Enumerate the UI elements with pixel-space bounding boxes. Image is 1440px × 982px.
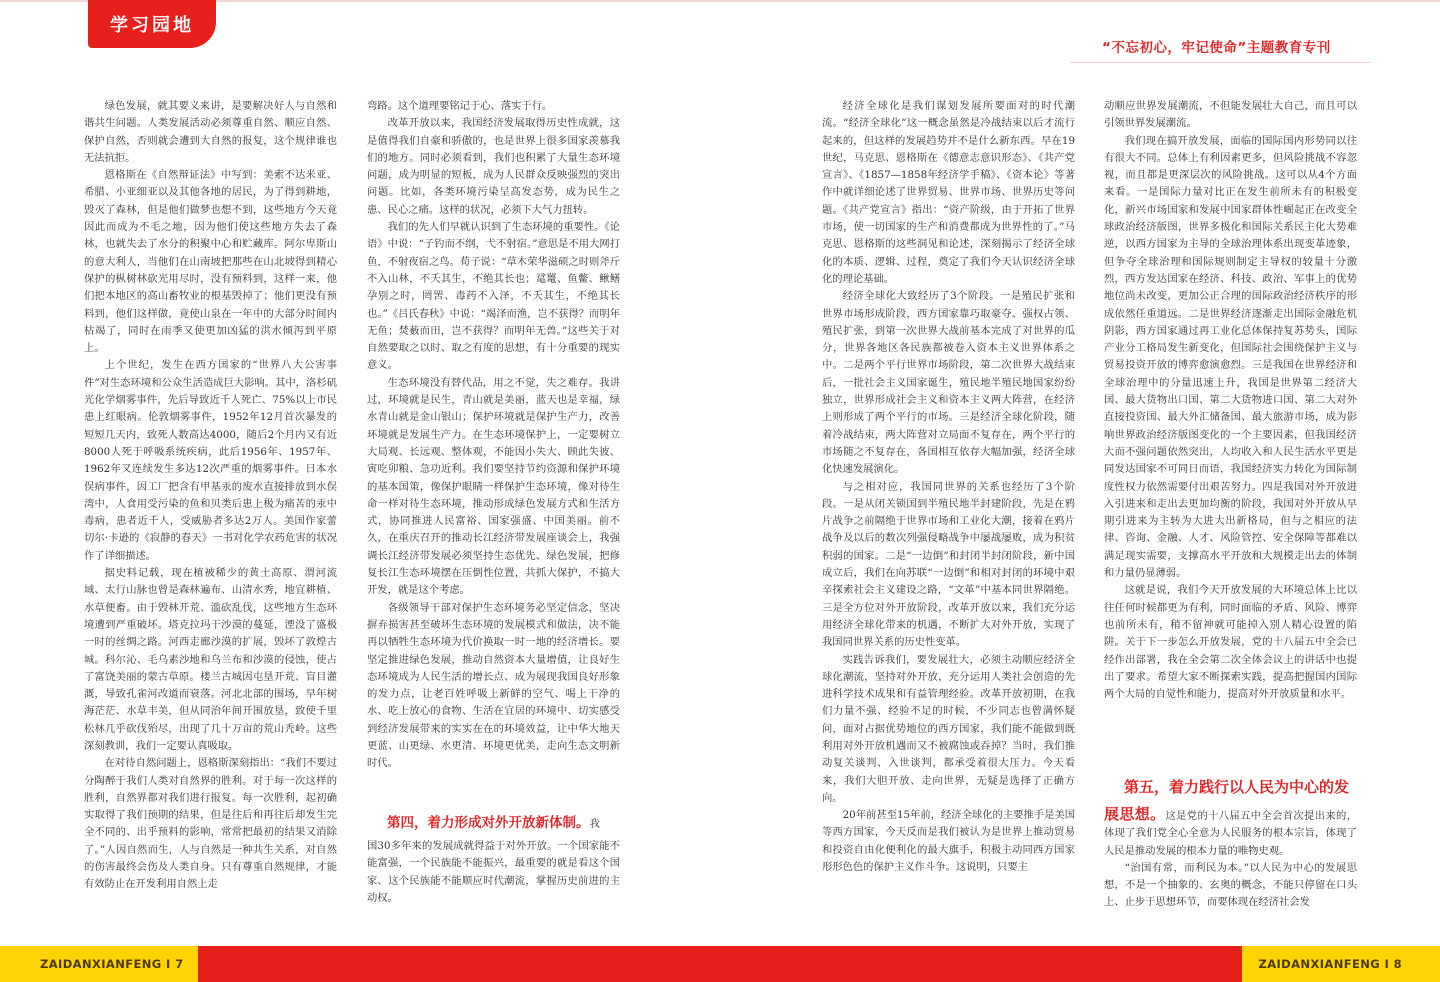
- paragraph: 动顺应世界发展潮流，不但能发展壮大自己，而且可以引领世界发展潮流。: [1104, 100, 1357, 130]
- paragraph: 20年前甚至15年前，经济全球化的主要推手是美国等西方国家，今天反而是我们被认为是世界上推动贸易和投资自由化便利化的最大旗手，积极主动同西方国家形形色色的保护主义作斗争。这说明，只要主: [822, 809, 1075, 874]
- page-number-right: ZAIDANXIANFENG I 8: [1258, 957, 1402, 971]
- page-number-left: ZAIDANXIANFENG I 7: [40, 957, 184, 971]
- paragraph: 生态环境没有替代品，用之不觉，失之难存。我讲过，环境就是民生，青山就是美丽，蓝天也是幸福，绿水青山就是金山银山；保护环境就是保护生产力，改善环境就是发展生产力。在生态环境保护上，一定要树立大局观、长远观、整体观，不能因小失大、顾此失彼、寅吃卯粮、急功近利。我们要坚持节约资源和保护环境的基本国策，像保护眼睛一样保护生态环境，像对待生命一样对待生态环境，推动形成绿色发展方式和生活方式，协同推进人民富裕、国家强盛、中国美丽。前不久，在重庆召开的推动长江经济带发展座谈会上，我强调长江经济带发展必须坚持生态优先、绿色发展，把修复长江生态环境摆在压倒性位置，共抓大保护，不搞大开发，就是这个考虑。: [367, 376, 620, 597]
- section-4-body: [367, 838, 620, 907]
- top-rule: [0, 0, 1440, 2]
- paragraph: 国30多年来的发展成就得益于对外开放。一个国家能不能富强，一个民族能不能振兴，最重要的就是看这个国家、这个民族能不能顺应时代潮流，掌握历史前进的主动权。: [367, 840, 620, 904]
- section-5-lead: 这是党的十八届五中全会首次提出来的，体现了我们党全心全意为人民服务的根本宗旨，体现了人民是推动发展的根本力量的唯物史观。: [1104, 810, 1357, 857]
- footer-red-band: [198, 946, 1242, 982]
- right-page-column-2: [1104, 98, 1357, 760]
- section-4-lead: 我: [589, 818, 600, 830]
- section-5-heading-cont: 展思想。: [1104, 805, 1166, 823]
- right-page-column-1: [822, 98, 1075, 918]
- paragraph: 上个世纪，发生在西方国家的“世界八大公害事件”对生态环境和公众生活造成巨大影响。其中，洛杉矶光化学烟雾事件，先后导致近千人死亡、75%以上市民患上红眼病。伦敦烟雾事件，1952年12月首次暴发的短短几天内，致死人数高达4000，随后2个月内又有近8000人死于呼吸系统疾病，此后1956年、1957年、1962年又连续发生多达12次严重的烟雾事件。日本水俣病事件，因工厂把含有甲基汞的废水直接排放到水俣湾中，人食用受污染的鱼和贝类后患上极为痛苦的汞中毒病，患者近千人，受威胁者多达2万人。美国作家蕾切尔·卡逊的《寂静的春天》一书对化学农药危害的状况作了详细描述。: [84, 359, 337, 562]
- paragraph: 经济全球化是我们谋划发展所要面对的时代潮流。“经济全球化”这一概念虽然是冷战结束以后才流行起来的，但这样的发展趋势并不是什么新东西。早在19世纪，马克思、恩格斯在《德意志意识形态》、《共产党宣言》、《1857—1858年经济学手稿》、《资本论》等著作中就详细论述了世界贸易、世界市场、世界历史等问题。《共产党宣言》指出：“资产阶级，由于开拓了世界市场，使一切国家的生产和消费都成为世界性的了。”马克思、恩格斯的这些洞见和论述，深刻揭示了经济全球化的本质、逻辑、过程，奠定了我们今天认识经济全球化的理论基础。: [822, 100, 1075, 285]
- section-4-heading: [387, 812, 640, 835]
- title-rule: [1070, 62, 1370, 63]
- left-page-column-1: [84, 98, 337, 910]
- paragraph: 这就是说，我们今天开放发展的大环境总体上比以往任何时候都更为有利，同时面临的矛盾、风险、博弈也前所未有，稍不留神就可能掉入别人精心设置的陷阱。关于下一步怎么开放发展，党的十八届五中全会已经作出部署，我在全会第二次全体会议上的讲话中也提出了要求。希望大家不断探索实践，提高把握国内国际两个大局的自觉性和能力，提高对外开放质量和水平。: [1104, 584, 1357, 701]
- section-4-heading-text: 第四，着力形成对外开放新体制。: [387, 815, 590, 831]
- paragraph: 各级领导干部对保护生态环境务必坚定信念，坚决摒弃损害甚至破坏生态环境的发展模式和做法，决不能再以牺牲生态环境为代价换取一时一地的经济增长。要坚定推进绿色发展，推动自然资本大量增值，让良好生态环境成为人民生活的增长点、成为展现我国良好形象的发力点，让老百姓呼吸上新鲜的空气、喝上干净的水、吃上放心的食物、生活在宜居的环境中、切实感受到经济发展带来的实实在在的环境效益，让中华大地天更蓝、山更绿、水更清、环境更优美，走向生态文明新时代。: [367, 601, 620, 770]
- section-5-body: [1104, 806, 1357, 912]
- paragraph: 恩格斯在《自然辩证法》中写到：美索不达米亚、希腊、小亚细亚以及其他各地的居民，为了得到耕地，毁灭了森林，但是他们做梦也想不到，这些地方今天竟因此而成为不毛之地，因为他们使这些地方失去了森林，也就失去了水分的积聚中心和贮藏库。阿尔卑斯山的意大利人，当他们在山南坡把那些在山北坡得到精心保护的枞树林砍光用尽时，没有预料到，这样一来，他们把本地区的高山畜牧业的根基毁掉了；他们更没有预料到，他们这样做，竟使山泉在一年中的大部分时间内枯竭了，同时在雨季又使更加凶猛的洪水倾泻到平原上。: [84, 169, 337, 355]
- section-tab-label: 学习园地: [110, 15, 194, 36]
- paragraph: 我们现在搞开放发展，面临的国际国内形势同以往有很大不同。总体上有利因素更多，但风险挑战不容忽视，而且都是更深层次的风险挑战。这可以从4个方面来看。一是国际力量对比正在发生前所未有的积极变化，新兴市场国家和发展中国家群体性崛起正在改变全球政治经济版图，世界多极化和国际关系民主化大势难逆，以西方国家为主导的全球治理体系出现变革迹象，但争夺全球治理和国际规则制定主导权的较量十分激烈，西方发达国家在经济、科技、政治、军事上的优势地位尚未改变，更加公正合理的国际政治经济秩序的形成依然任重道远。二是世界经济逐渐走出国际金融危机阴影，西方国家通过再工业化总体保持复苏势头，国际产业分工格局发生新变化，但国际社会围绕保护主义与贸易投资开放的博弈愈演愈烈。三是我国在世界经济和全球治理中的分量迅速上升，我国是世界第二经济大国、最大货物出口国、第二大货物进口国、第二大对外直接投资国、最大外汇储备国、最大旅游市场，成为影响世界政治经济版图变化的一个主要因素，但我国经济大而不强问题依然突出，人均收入和人民生活水平更是同发达国家不可同日而语，我国经济实力转化为国际制度性权力依然需要付出艰苦努力。四是我国对外开放进入引进来和走出去更加均衡的阶段，我国对外开放从早期引进来为主转为大进大出新格局，但与之相应的法律、咨询、金融、人才、风险管控、安全保障等都难以满足现实需要，支撑高水平开放和大规模走出去的体制和力量仍显薄弱。: [1104, 134, 1357, 580]
- paragraph: 在对待自然问题上，恩格斯深刻指出：“我们不要过分陶醉于我们人类对自然界的胜利。对于每一次这样的胜利，自然界都对我们进行报复。每一次胜利，起初确实取得了我们预期的结果，但是往后和再往后却发生完全不同的、出乎预料的影响，常常把最初的结果又消除了。”人因自然而生，人与自然是一种共生关系，对自然的伤害最终会伤及人类自身。只有尊重自然规律，才能有效防止在开发利用自然上走: [84, 757, 337, 891]
- paragraph: 绿色发展，就其要义来讲，是要解决好人与自然和谐共生问题。人类发展活动必须尊重自然、顺应自然、保护自然，否则就会遭到大自然的报复，这个规律谁也无法抗拒。: [84, 100, 337, 164]
- paragraph: 与之相对应，我国同世界的关系也经历了3个阶段。一是从闭关锁国到半殖民地半封建阶段，先是在鸦片战争之前隔绝于世界市场和工业化大潮，接着在鸦片战争及以后的数次列强侵略战争中屡战屡败，成为积贫积弱的国家。二是“一边倒”和封闭半封闭阶段，新中国成立后，我们在向苏联“一边倒”和相对封闭的环境中艰辛探索社会主义建设之路，“文革”中基本同世界隔绝。三是全方位对外开放阶段，改革开放以来，我们充分运用经济全球化带来的机遇，不断扩大对外开放，实现了我国同世界关系的历史性变革。: [822, 480, 1075, 649]
- paragraph: 弯路。这个道理要铭记于心、落实于行。: [367, 100, 553, 112]
- paragraph: 我们的先人们早就认识到了生态环境的重要性。《论语》中说：“子钓而不纲，弋不射宿。”意思是不用大网打鱼，不射夜宿之鸟。荀子说：“草木荣华滋硕之时则斧斤不入山林，不夭其生，不绝其长也；鼋鼍、鱼鳖、鳅鳝孕别之时，罔罟、毒药不入泽，不夭其生，不绝其长也。”《吕氏春秋》中说：“竭泽而渔，岂不获得？而明年无鱼；焚薮而田，岂不获得？而明年无兽。”这些关于对自然要取之以时、取之有度的思想，有十分重要的现实意义。: [367, 221, 620, 372]
- paragraph: 据史料记载，现在植被稀少的黄土高原、渭河流域、太行山脉也曾是森林遍布、山清水秀，地宜耕植、水草便畜。由于毁林开荒、滥砍乱伐，这些地方生态环境遭到严重破坏。塔克拉玛干沙漠的蔓延，湮没了盛极一时的丝绸之路。河西走廊沙漠的扩展，毁坏了敦煌古城。科尔沁、毛乌素沙地和乌兰布和沙漠的侵蚀，使占了富饶美丽的蒙古草原。楼兰古城因屯垦开荒、盲目灌溉，导致孔雀河改道而衰落。河北北部的围场，早年树海茫茫、水草丰美，但从同治年间开围放垦，致使千里松林几乎砍伐殆尽，出现了几十万亩的荒山秃岭。这些深刻教训，我们一定要认真吸取。: [84, 567, 337, 752]
- paragraph: 实践告诉我们，要发展壮大，必须主动顺应经济全球化潮流，坚持对外开放，充分运用人类社会创造的先进科学技术成果和有益管理经验。改革开放初期，在我们力量不强、经验不足的时候，不少同志也曾满怀疑问，面对占据优势地位的西方国家，我们能不能做到既利用对外开放机遇而又不被腐蚀或吞掉？当时，我们推动复关谈判、入世谈判，都承受着很大压力。今天看来，我们大胆开放、走向世界，无疑是选择了正确方向。: [822, 653, 1075, 804]
- special-issue-title: “不忘初心，牢记使命”主题教育专刊: [1102, 40, 1331, 56]
- footer-right-band: [1242, 946, 1440, 982]
- paragraph: “治国有常，而利民为本。”以人民为中心的发展思想，不是一个抽象的、玄奥的概念，不能只停留在口头上、止步于思想环节，而要体现在经济社会发: [1104, 861, 1357, 909]
- paragraph: 经济全球化大致经历了3个阶段。一是殖民扩张和世界市场形成阶段，西方国家靠巧取豪夺、强权占领、殖民扩张，到第一次世界大战前基本完成了对世界的瓜分，世界各地区各民族都被卷入资本主义世界体系之中。二是两个平行世界市场阶段，第二次世界大战结束后，一批社会主义国家诞生，殖民地半殖民地国家纷纷独立，世界形成社会主义和资本主义两大阵营，在经济上则形成了两个平行的市场。三是经济全球化阶段，随着冷战结束，两大阵营对立局面不复存在，两个平行的市场随之不复存在，各国相互依存大幅加强，经济全球化快速发展演化。: [822, 290, 1075, 476]
- section-5-heading: 第五，着力践行以人民为中心的发: [1124, 778, 1350, 796]
- paragraph: 改革开放以来，我国经济发展取得历史性成就，这是值得我们自豪和骄傲的，也是世界上很多国家羡慕我们的地方。同时必须看到，我们也积累了大量生态环境问题，成为明显的短板，成为人民群众反映强烈的突出问题。比如，各类环境污染呈高发态势，成为民生之患、民心之痛。这样的状况，必须下大气力扭转。: [367, 117, 620, 216]
- footer-left-band: [0, 946, 198, 982]
- section-tab: [88, 0, 216, 48]
- left-page-column-2: [367, 98, 620, 798]
